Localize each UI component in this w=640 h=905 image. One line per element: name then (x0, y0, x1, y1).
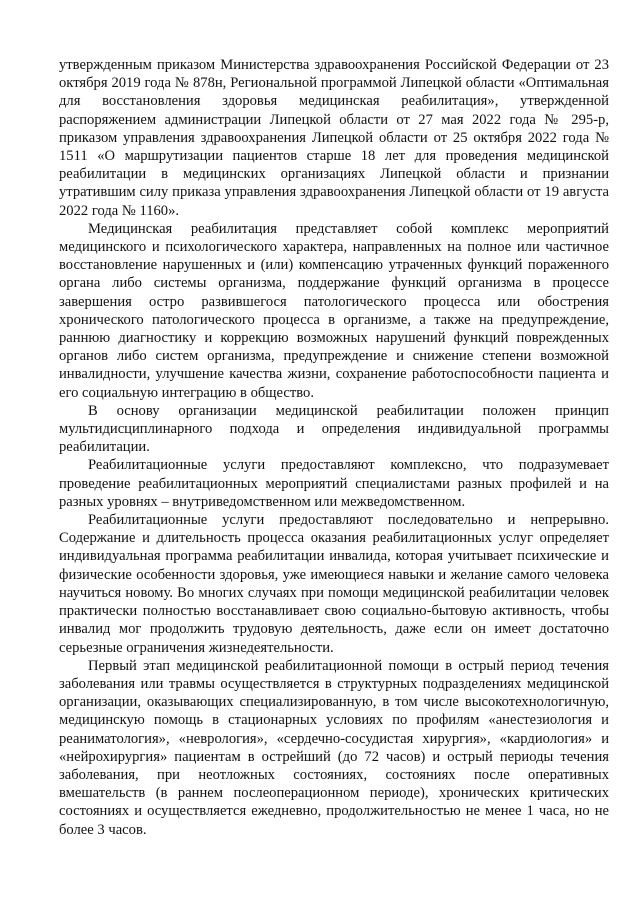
paragraph-legal-basis: утвержденным приказом Министерства здравоохранения Российской Федерации от 23 октября 2019 года № 878н, Региональной программой Липецкой области «Оптимальная для восстановления здоровья медицинская реабилитация», утвержденной распоряжением администрации Липецкой области от 27 мая 2022 года № 295-р, приказом управления здравоохранения Липецкой области от 25 октября 2022 года № 1511 «О маршрутизации пациентов старше 18 лет для проведения медицинской реабилитации в медицинских организациях Липецкой области и признании утратившим силу приказа управления здравоохранения Липецкой области от 19 августа 2022 года № 1160». (59, 57, 609, 219)
document-page (59, 56, 609, 839)
paragraph-rehab-principle: В основу организации медицинской реабилитации положен принцип мультидисциплинарного подхода и определения индивидуальной программы реабилитации. (59, 402, 609, 456)
paragraph-first-stage: Первый этап медицинской реабилитационной помощи в острый период течения заболевания или травмы осуществляется в структурных подразделениях медицинской организации, оказывающих специализированную, в том числе высокотехнологичную, медицинскую помощь в стационарных условиях по профилям «анестезиология и реаниматология», «неврология», «сердечно-сосудистая хирургия», «кардиология» и «нейрохирургия» пациентам в острейший (до 72 часов) и острый периоды течения заболевания, при неотложных состояниях, состояниях после оперативных вмешательств (в раннем послеоперационном периоде), хронических критических состояниях и осуществляется ежедневно, продолжительностью не менее 1 часа, но не более 3 часов. (59, 657, 609, 838)
paragraph-continuous-services: Реабилитационные услуги предоставляют последовательно и непрерывно. Содержание и длительность процесса оказания реабилитационных услуг определяет индивидуальная программа реабилитации инвалида, которая учитывает психические и физические особенности здоровья, уже имеющиеся навыки и желание самого человека научиться новому. Во многих случаях при помощи медицинской реабилитации человек практически полностью восстанавливает свою социально-бытовую активность, чтобы инвалид мог продолжить трудовую деятельность, даже если он имеет достаточно серьезные ограничения жизнедеятельности. (59, 512, 609, 656)
paragraph-complex-services: Реабилитационные услуги предоставляют комплексно, что подразумевает проведение реабилитационных мероприятий специалистами разных профилей и на разных уровнях – внутриведомственном или межведомственном. (59, 457, 609, 510)
paragraph-rehab-definition: Медицинская реабилитация представляет собой комплекс мероприятий медицинского и психологического характера, направленных на полное или частичное восстановление нарушенных и (или) компенсацию утраченных функций пораженного органа либо системы организма, поддержание функций организма в процессе завершения остро развившегося патологического процесса или обострения хронического патологического процесса в организме, а также на предупреждение, раннюю диагностику и коррекцию возможных нарушений функций поврежденных органов либо систем организма, предупреждение и снижение степени возможной инвалидности, улучшение качества жизни, сохранение работоспособности пациента и его социальную интеграцию в общество. (59, 220, 609, 401)
